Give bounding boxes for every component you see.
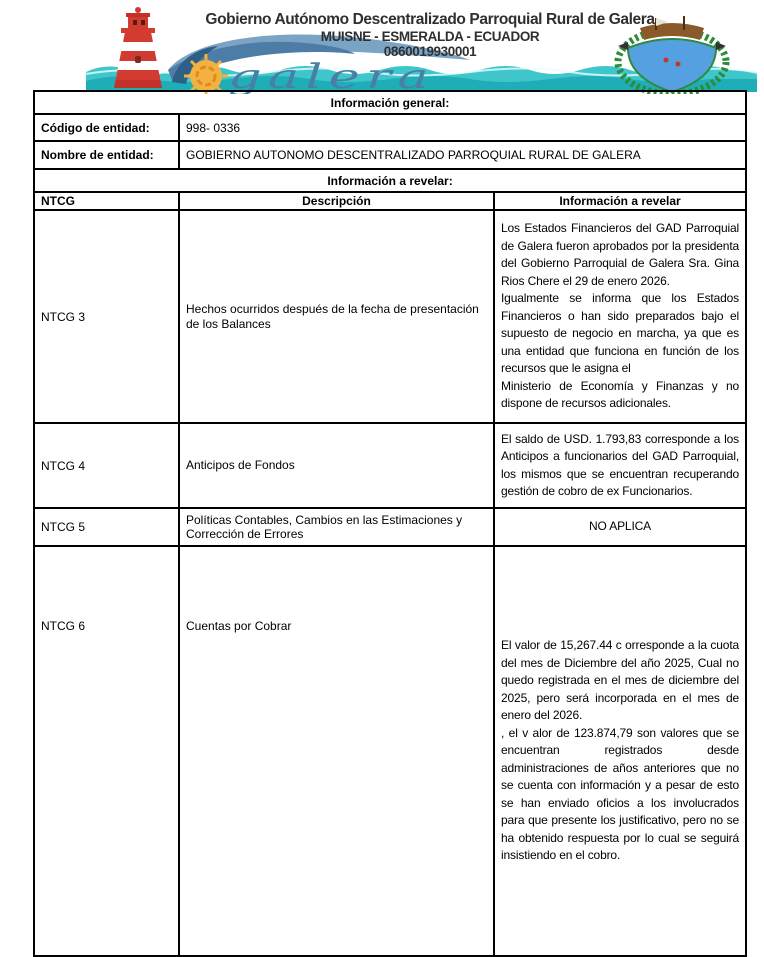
col-header-ntcg: NTCG <box>34 192 179 210</box>
col-header-informacion: Información a revelar <box>494 192 746 210</box>
ntcg-description: Cuentas por Cobrar <box>179 546 494 956</box>
ntcg-code: NTCG 4 <box>34 423 179 508</box>
info-paragraph: El saldo de USD. 1.793,83 corresponde a los Anticipos a funcionarios del GAD Parroquial, los mismos que se encuentran recuperando gestión de cobro de ex Funcionarios. <box>501 431 740 498</box>
ntcg-code: NTCG 5 <box>34 508 179 546</box>
col-header-descripcion: Descripción <box>179 192 494 210</box>
galera-script <box>228 57 435 94</box>
ntcg-description: Hechos ocurridos después de la fecha de presentación de los Balances <box>179 210 494 423</box>
letterhead <box>0 0 764 94</box>
general-info-title: Información general: <box>34 91 746 114</box>
info-paragraph: Ministerio de Economía y Finanzas y no dispone de recursos adicionales. <box>501 378 740 411</box>
section-header-row <box>34 91 746 114</box>
table-row-ntcg6 <box>34 546 746 956</box>
ntcg-code: NTCG 3 <box>34 210 179 423</box>
entity-code-row <box>34 114 746 141</box>
ntcg-info <box>494 546 746 956</box>
svg-text:galera: galera <box>228 57 435 94</box>
entity-code-value: 998- 0336 <box>179 114 746 141</box>
entity-code-label: Código de entidad: <box>34 114 179 141</box>
info-paragraph: NO APLICA <box>589 519 652 534</box>
ntcg-code: NTCG 6 <box>34 546 179 956</box>
info-paragraph: Igualmente se informa que los Estados Financieros o han sido preparados bajo el supuesto de negocio en marcha, ya que es una entidad que funciona en función de los recursos que le asigna el <box>501 291 740 376</box>
lighthouse-icon <box>110 7 166 88</box>
entity-name-value: GOBIERNO AUTONOMO DESCENTRALIZADO PARROQUIAL RURAL DE GALERA <box>179 141 746 169</box>
ruc-number: 0860019930001 <box>383 44 477 59</box>
info-paragraph: , el v alor de 123.874,79 son valores que se encuentran registrados desde administraciones de años anteriores que no se cuenta con información y a pesar de esto se han enviado oficios a los involucrados para que presente los justificativo, pero no se ha obtenido respuesta por lo cual se seguirá insistiendo en el cobro. <box>501 725 740 863</box>
location-line: MUISNE - ESMERALDA - ECUADOR <box>320 29 540 44</box>
ntcg-info <box>494 210 746 423</box>
entity-name-label: Nombre de entidad: <box>34 141 179 169</box>
info-paragraph: El valor de 15,267.44 c orresponde a la cuota del mes de Diciembre del año 2025, Cual no quedo registrada en el mes de diciembre del 2025, pero será incorporada en el mes de enero del 2026. <box>501 638 740 723</box>
ntcg-info <box>494 508 746 546</box>
ntcg-description: Anticipos de Fondos <box>179 423 494 508</box>
table-row-ntcg4 <box>34 423 746 508</box>
disclosure-title: Información a revelar: <box>34 169 746 192</box>
disclosure-table <box>33 90 747 957</box>
ntcg-info <box>494 423 746 508</box>
entity-name-line: Gobierno Autónomo Descentralizado Parroquial Rural de Galera <box>205 11 655 28</box>
section-header-row <box>34 169 746 192</box>
table-row-ntcg3 <box>34 210 746 423</box>
ntcg-description: Políticas Contables, Cambios en las Estimaciones y Corrección de Errores <box>179 508 494 546</box>
info-paragraph: Los Estados Financieros del GAD Parroquial de Galera fueron aprobados por la presidenta del Gobierno Parroquial de Galera Sra. Gina Rios Chere el 29 de enero 2026. <box>501 221 740 288</box>
entity-name-row <box>34 141 746 169</box>
column-header-row <box>34 192 746 210</box>
table-row-ntcg5 <box>34 508 746 546</box>
